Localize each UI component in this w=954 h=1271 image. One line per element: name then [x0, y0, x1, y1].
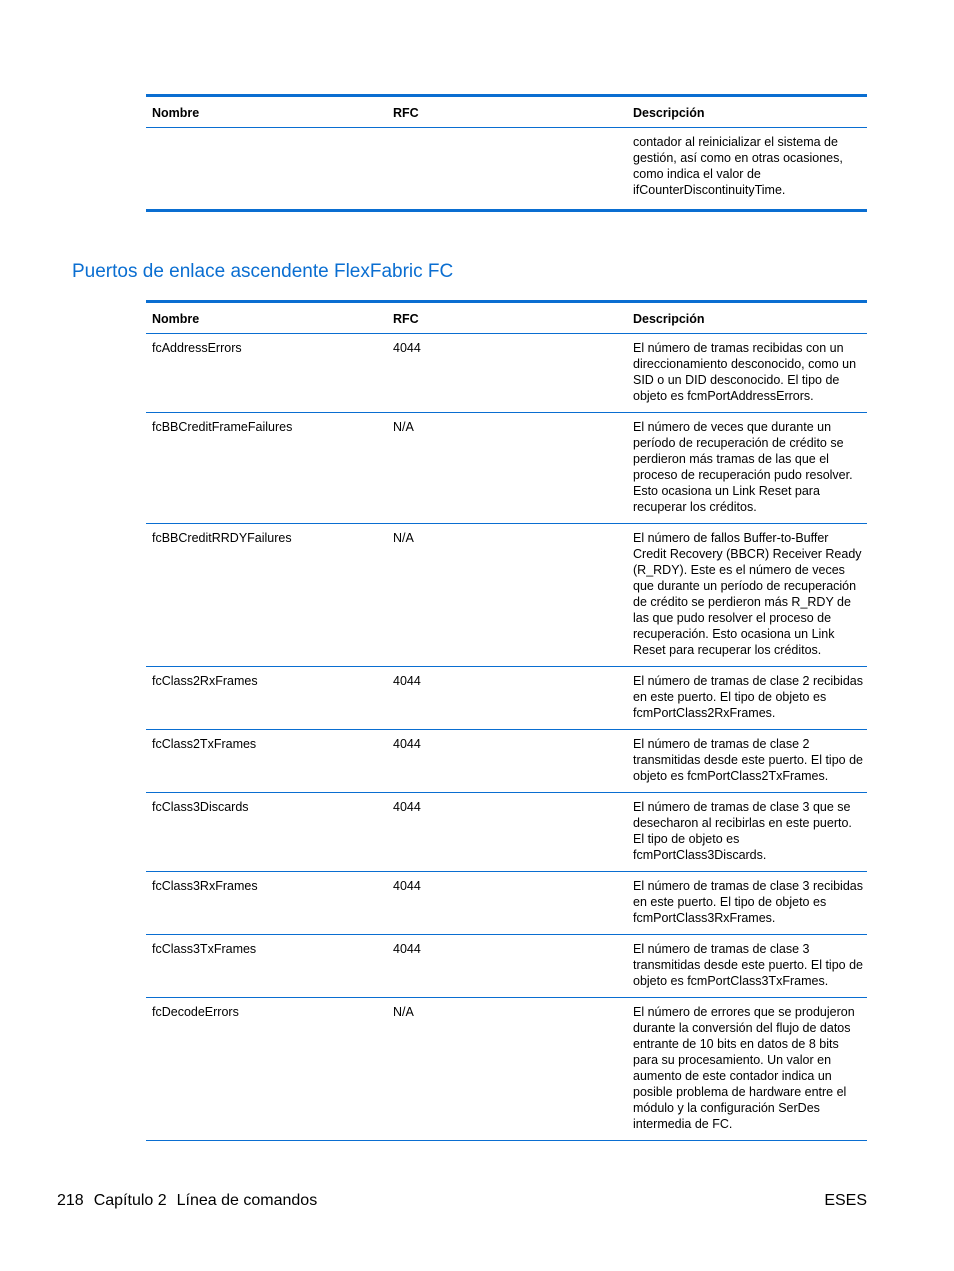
cell-description: El número de tramas de clase 2 transmitidas desde este puerto. El tipo de objeto es fcmPortClass2TxFrames.: [633, 737, 863, 783]
locale-code: ESES: [824, 1192, 867, 1209]
cell-name: fcClass3Discards: [152, 800, 249, 814]
cell-name: fcClass2TxFrames: [152, 737, 257, 751]
table-row: [146, 998, 867, 1141]
cell-rfc: 4044: [393, 879, 421, 893]
cell-rfc: N/A: [393, 531, 414, 545]
header-rfc: RFC: [393, 312, 419, 326]
page-number: 218: [57, 1192, 84, 1209]
cell-description: El número de tramas recibidas con un direccionamiento desconocido, como un SID o un DID desconocido. El tipo de objeto es fcmPortAddressErrors.: [633, 341, 857, 403]
page-footer: [57, 1192, 867, 1210]
cell-name: fcBBCreditRRDYFailures: [152, 531, 292, 545]
table-row: [146, 334, 867, 413]
table-row: [146, 872, 867, 935]
cell-name: fcAddressErrors: [152, 341, 242, 355]
cell-description: El número de tramas de clase 2 recibidas en este puerto. El tipo de objeto es fcmPortClass2RxFrames.: [633, 674, 863, 720]
chapter-title: Línea de comandos: [176, 1192, 318, 1209]
cell-description: El número de veces que durante un período de recuperación de crédito se perdieron más tramas de las que el proceso de recuperación pudo resolver. Esto ocasiona un Link Reset para recuperar los créditos.: [633, 420, 853, 514]
cell-name: fcClass3TxFrames: [152, 942, 257, 956]
cell-rfc: 4044: [393, 942, 421, 956]
table-row: [146, 935, 867, 998]
cell-rfc: 4044: [393, 341, 421, 355]
cell-description: contador al reinicializar el sistema de gestión, así como en otras ocasiones, como indica el valor de ifCounterDiscontinuityTime.: [633, 135, 843, 197]
footer-left: [57, 1192, 327, 1210]
header-name: Nombre: [152, 106, 200, 120]
cell-name: fcDecodeErrors: [152, 1005, 239, 1019]
cell-name: fcBBCreditFrameFailures: [152, 420, 293, 434]
header-rfc: RFC: [393, 106, 419, 120]
chapter-label: Capítulo 2: [93, 1192, 167, 1209]
table-row: [146, 730, 867, 793]
cell-description: El número de tramas de clase 3 transmitidas desde este puerto. El tipo de objeto es fcmPortClass3TxFrames.: [633, 942, 863, 988]
table-row: [146, 413, 867, 524]
table-row: [146, 793, 867, 872]
cell-description: El número de tramas de clase 3 recibidas en este puerto. El tipo de objeto es fcmPortClass3RxFrames.: [633, 879, 863, 925]
table-row: [146, 667, 867, 730]
header-description: Descripción: [633, 106, 705, 120]
cell-name: fcClass2RxFrames: [152, 674, 258, 688]
table-header-row: [146, 96, 867, 128]
section-heading: Puertos de enlace ascendente FlexFabric FC: [72, 261, 454, 282]
fc-uplink-ports-table: [146, 300, 867, 1141]
cell-rfc: N/A: [393, 420, 414, 434]
cell-rfc: [387, 128, 627, 211]
cell-rfc: 4044: [393, 800, 421, 814]
continuation-table: [146, 94, 867, 212]
cell-description: El número de tramas de clase 3 que se desecharon al recibirlas en este puerto. El tipo de objeto es fcmPortClass3Discards.: [633, 800, 852, 862]
table-row: [146, 128, 867, 211]
cell-rfc: N/A: [393, 1005, 414, 1019]
header-description: Descripción: [633, 312, 705, 326]
cell-description: El número de fallos Buffer-to-Buffer Credit Recovery (BBCR) Receiver Ready (R_RDY). Este es el número de veces que durante un período de recuperación de crédito se perdieron más R_RDY de las que pudo resolver el proceso de recuperación. Esto ocasiona un Link Reset para recuperar los créditos.: [633, 531, 862, 657]
cell-rfc: 4044: [393, 674, 421, 688]
cell-name: fcClass3RxFrames: [152, 879, 258, 893]
header-name: Nombre: [152, 312, 200, 326]
cell-description: El número de errores que se produjeron durante la conversión del flujo de datos entrante de 10 bits en datos de 8 bits para su procesamiento. Un valor en aumento de este contador indica un posible problema de hardware entre el módulo y la configuración SerDes intermedia de FC.: [633, 1005, 855, 1131]
table-row: [146, 524, 867, 667]
cell-rfc: 4044: [393, 737, 421, 751]
table-header-row: [146, 302, 867, 334]
cell-name: [146, 128, 387, 211]
